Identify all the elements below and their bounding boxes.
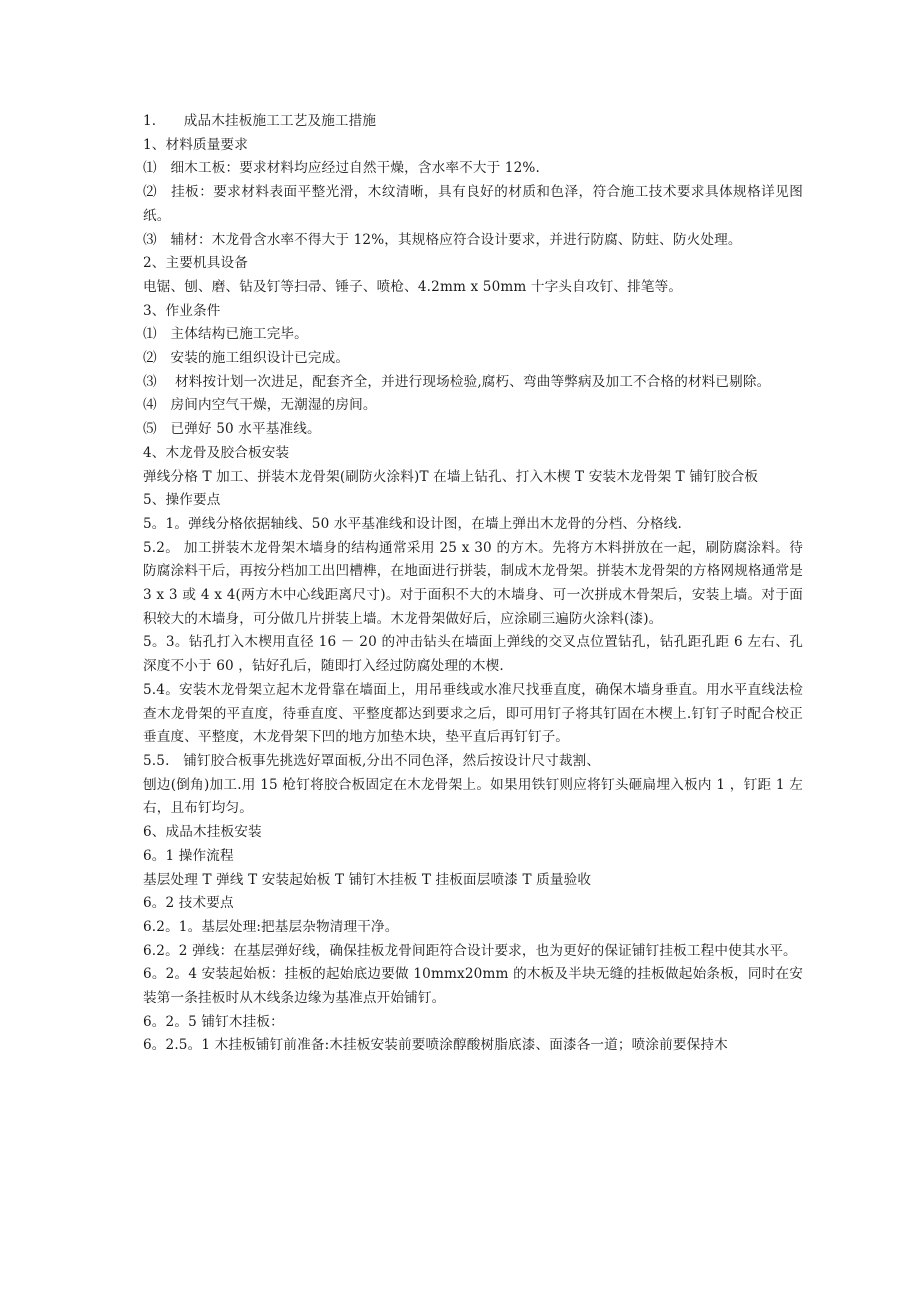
paragraph: 6。2。5 铺钉木挂板： [143, 1013, 284, 1030]
heading-material-quality: 1、材料质量要求 [143, 136, 249, 153]
heading-operation-points: 5、操作要点 [143, 492, 221, 509]
paragraph: 6。2.5。1 木挂板铺钉前准备:木挂板安装前要喷涂醇酸树脂底漆、面漆各一道；喷涂前要保持木 [143, 1037, 728, 1054]
list-item: ⑴ 主体结构已施工完毕。 [143, 326, 308, 343]
subheading: 6。2 技术要点 [143, 895, 234, 912]
paragraph: 5.5. 铺钉胶合板事先挑选好罩面板,分出不同色泽，然后按设计尺寸裁割、 [143, 752, 601, 769]
paragraph: 5.2。 加工拼装木龙骨架木墙身的结构通常采用 25 x 30 的方木。先将方木料拼放在一起，刷防腐涂料。待防腐涂料干后，再按分档加工出凹槽榫，在地面进行拼装，制成木龙骨架。拼装木龙骨架的方格网规格通常是 3 x 3 或 4 x 4(两方木中心线距离尺寸)。对于面积不大的木墙身、可一次拼成木骨架后，安装上墙。对于面积较大的木墙身，可分做几片拼装上墙。木龙骨架做好后，应涂刷三遍防火涂料(漆)。 [143, 539, 803, 627]
heading-equipment: 2、主要机具设备 [143, 255, 249, 272]
heading-work-conditions: 3、作业条件 [143, 302, 221, 319]
heading-keel-installation: 4、木龙骨及胶合板安装 [143, 444, 290, 461]
list-item: ⑸ 已弹好 50 水平基准线。 [143, 421, 321, 438]
paragraph: 5。1。弹线分格依据轴线、50 水平基准线和设计图，在墙上弹出木龙骨的分档、分格线. [143, 515, 682, 532]
list-item: ⑶ 材料按计划一次进足，配套齐全，并进行现场检验,腐朽、弯曲等弊病及加工不合格的材料已剔除。 [143, 373, 771, 390]
list-item: ⑵ 挂板：要求材料表面平整光滑，木纹清晰，具有良好的材质和色泽，符合施工技术要求具体规格详见图纸。 [143, 184, 803, 224]
list-item: ⑶ 辅材：木龙骨含水率不得大于 12%，其规格应符合设计要求，并进行防腐、防蛀、防火处理。 [143, 231, 742, 248]
paragraph: 6.2。1。基层处理:把基层杂物清理干净。 [143, 918, 399, 935]
paragraph: 6。2。4 安装起始板：挂板的起始底边要做 10mmx20mm 的木板及半块无缝的挂板做起始条板，同时在安装第一条挂板时从木线条边缘为基准点开始铺钉。 [143, 966, 803, 1007]
heading-panel-installation: 6、成品木挂板安装 [143, 824, 262, 841]
section-title: 1. 成品木挂板施工工艺及施工措施 [143, 113, 377, 129]
paragraph: 5。3。钻孔打入木楔用直径 16 － 20 的冲击钻头在墙面上弹线的交叉点位置钻孔，钻孔距孔距 6 左右、孔深度不小于 60 ，钻好孔后，随即打入经过防腐处理的木楔. [143, 634, 803, 675]
list-item: ⑷ 房间内空气干燥，无潮湿的房间。 [143, 397, 377, 414]
document-body [143, 110, 803, 1058]
paragraph: 6.2。2 弹线：在基层弹好线，确保挂板龙骨间距符合设计要求，也为更好的保证铺钉挂板工程中使其水平。 [143, 942, 797, 959]
subheading: 6。1 操作流程 [143, 847, 234, 864]
paragraph: 5.4。安装木龙骨架立起木龙骨靠在墙面上，用吊垂线或水准尺找垂直度，确保木墙身垂直。用水平直线法检查木龙骨架的平直度，待垂直度、平整度都达到要求之后，即可用钉子将其钉固在木楔上.钉钉子时配合校正垂直度、平整度，木龙骨架下凹的地方加垫木块，垫平直后再钉钉子。 [143, 681, 803, 746]
paragraph: 电锯、刨、磨、钻及钉等扫帚、锤子、喷枪、4.2mm x 50mm 十字头自攻钉、排笔等。 [143, 278, 683, 295]
paragraph: 弹线分格 T 加工、拼装木龙骨架(刷防火涂料)T 在墙上钻孔、打入木楔 T 安装木龙骨架 T 铺钉胶合板 [143, 468, 759, 485]
paragraph: 刨边(倒角)加工.用 15 枪钉将胶合板固定在木龙骨架上。如果用铁钉则应将钉头砸扁埋入板内 1 ，钉距 1 左右，且布钉均匀。 [143, 776, 803, 817]
paragraph: 基层处理 T 弹线 T 安装起始板 T 铺钉木挂板 T 挂板面层喷漆 T 质量验收 [143, 871, 592, 888]
list-item: ⑵ 安装的施工组织设计已完成。 [143, 350, 350, 367]
list-item: ⑴ 细木工板：要求材料均应经过自然干燥，含水率不大于 12%. [143, 160, 540, 177]
